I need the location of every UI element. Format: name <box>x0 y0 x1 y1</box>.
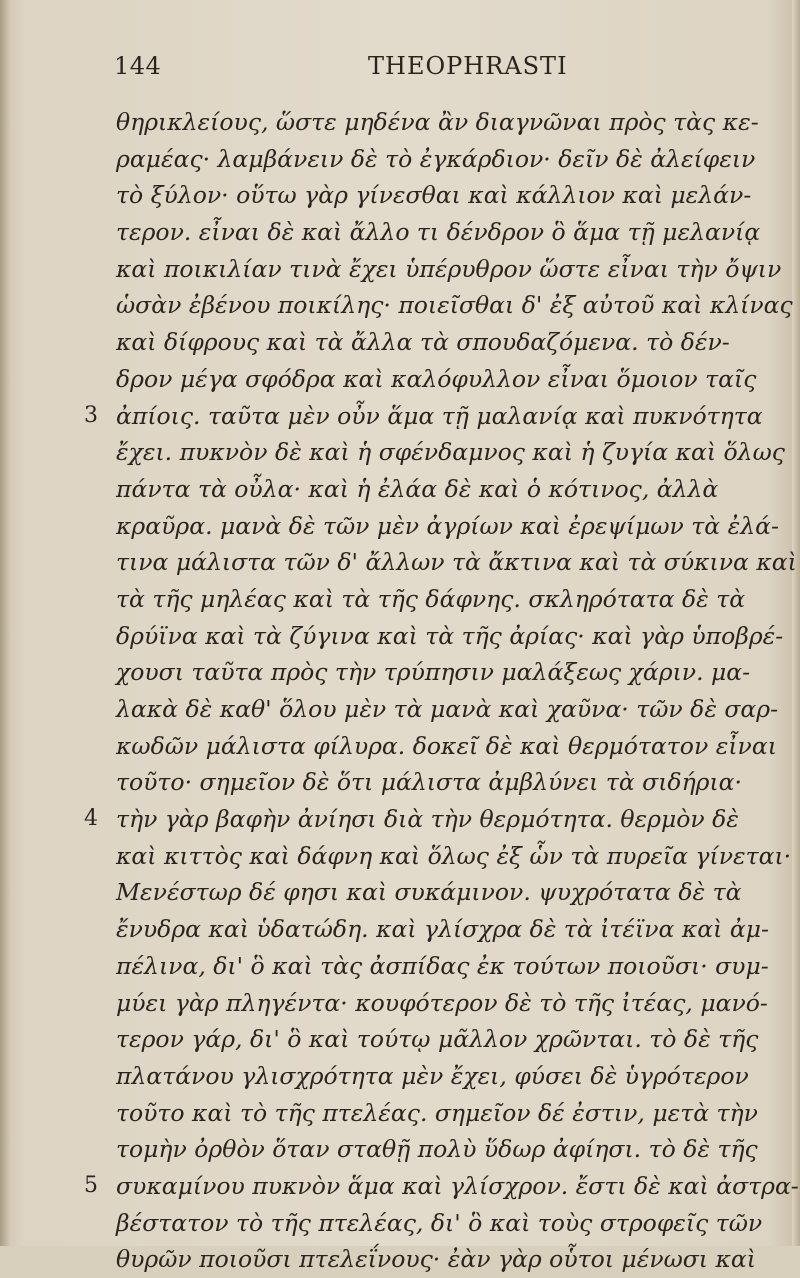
text-line <box>116 985 776 1022</box>
running-head: THEOPHRASTI <box>368 52 568 80</box>
text-line <box>116 874 776 911</box>
text-line <box>116 177 776 214</box>
text-line <box>84 801 776 838</box>
text-line <box>116 1131 776 1168</box>
text-line <box>116 581 776 618</box>
line-text: τοῦτο καὶ τὸ τῆς πτελέας. σημεῖον δέ ἐστιν, μετὰ τὴν <box>116 1098 758 1127</box>
line-text: χουσι ταῦτα πρὸς τὴν τρύπησιν μαλάξεως χάριν. μα- <box>116 658 751 687</box>
line-text: θυρῶν ποιοῦσι πτελεΐνους· ἐὰν γὰρ οὗτοι μένωσι καὶ <box>116 1245 756 1274</box>
line-text: τοῦτο· σημεῖον δὲ ὅτι μάλιστα ἀμβλύνει τὰ σιδήρια· <box>116 768 743 797</box>
text-line <box>116 618 784 655</box>
page-header <box>114 52 714 92</box>
text-line <box>116 361 776 398</box>
text-line <box>84 398 776 435</box>
page-edge <box>792 0 800 1246</box>
line-text: ραμέας· λαμβάνειν δὲ τὸ ἐγκάρδιον· δεῖν δὲ ἀλείφειν <box>116 144 756 173</box>
line-text: καὶ κιττὸς καὶ δάφνη καὶ ὅλως ἐξ ὧν τὰ πυρεῖα γίνεται· <box>116 841 792 870</box>
section-number: 5 <box>84 1172 98 1198</box>
text-line <box>116 287 793 324</box>
line-text: λακὰ δὲ καθ' ὅλου μὲν τὰ μανὰ καὶ χαῦνα· τῶν δὲ σαρ- <box>116 695 779 723</box>
text-line <box>116 911 776 948</box>
text-line <box>116 1021 776 1058</box>
line-text: βέστατον τὸ τῆς πτελέας, δι' ὃ καὶ τοὺς στροφεῖς τῶν <box>116 1208 763 1237</box>
section-number: 3 <box>84 402 98 428</box>
line-text: καὶ δίφρους καὶ τὰ ἄλλα τὰ σπουδαζόμενα. τὸ δέν- <box>116 328 730 357</box>
text-line <box>116 1241 776 1278</box>
line-text: συκαμίνου πυκνὸν ἅμα καὶ γλίσχρον. ἔστι δὲ καὶ ἀστρα- <box>116 1171 799 1200</box>
text-line <box>116 1095 776 1132</box>
line-text: καὶ ποικιλίαν τινὰ ἔχει ὑπέρυθρον ὥστε εἶναι τὴν ὄψιν <box>116 254 782 283</box>
line-text: δρον μέγα σφόδρα καὶ καλόφυλλον εἶναι ὅμοιον ταῖς <box>116 364 757 393</box>
text-line <box>116 654 776 691</box>
text-line <box>116 251 782 288</box>
text-line <box>116 471 776 508</box>
line-text: τερον. εἶναι δὲ καὶ ἄλλο τι δένδρον ὃ ἅμα τῇ μελανίᾳ <box>116 218 761 247</box>
text-line <box>116 1058 776 1095</box>
line-text: ὡσὰν ἐβένου ποικίλης· ποιεῖσθαι δ' ἐξ αὐτοῦ καὶ κλίνας <box>116 291 793 320</box>
line-text: θηρικλείους, ὥστε μηδένα ἂν διαγνῶναι πρὸς τὰς κε- <box>116 108 759 136</box>
text-line <box>116 728 776 765</box>
line-text: κραῦρα. μανὰ δὲ τῶν μὲν ἀγρίων καὶ ἐρεψίμων τὰ ἐλά- <box>116 511 779 540</box>
line-text: τερον γάρ, δι' ὃ καὶ τούτῳ μᾶλλον χρῶνται. τὸ δὲ τῆς <box>116 1025 759 1054</box>
greek-text-block <box>84 104 799 1278</box>
text-line <box>116 838 792 875</box>
line-text: δρύϊνα καὶ τὰ ζύγινα καὶ τὰ τῆς ἀρίας· καὶ γὰρ ὑποβρέ- <box>116 621 784 650</box>
text-line <box>116 544 797 581</box>
text-line <box>116 764 776 801</box>
line-text: ἔνυδρα καὶ ὑδατώδη. καὶ γλίσχρα δὲ τὰ ἰτέϊνα καὶ ἀμ- <box>116 915 769 944</box>
text-line <box>116 214 776 251</box>
page-number: 144 <box>114 52 162 80</box>
line-text: πλατάνου γλισχρότητα μὲν ἔχει, φύσει δὲ ὑγρότερον <box>116 1061 749 1090</box>
line-text: τὴν γὰρ βαφὴν ἀνίησι διὰ τὴν θερμότητα. θερμὸν δὲ <box>116 805 739 834</box>
text-line <box>116 508 779 545</box>
line-text: ἀπίοις. ταῦτα μὲν οὖν ἅμα τῇ μαλανίᾳ καὶ πυκνότητα <box>116 401 763 430</box>
line-text: τὰ τῆς μηλέας καὶ τὰ τῆς δάφνης. σκληρότατα δὲ τὰ <box>116 584 746 613</box>
text-line <box>116 434 785 471</box>
text-line <box>116 1205 776 1242</box>
line-text: τὸ ξύλον· οὕτω γὰρ γίνεσθαι καὶ κάλλιον καὶ μελάν- <box>116 181 752 210</box>
text-line <box>116 324 776 361</box>
text-line <box>116 691 779 728</box>
text-line <box>116 948 776 985</box>
line-text: τινα μάλιστα τῶν δ' ἄλλων τὰ ἄκτινα καὶ τὰ σύκινα καὶ <box>116 548 797 577</box>
line-text: πέλινα, δι' ὃ καὶ τὰς ἀσπίδας ἐκ τούτων ποιοῦσι· συμ- <box>116 951 769 980</box>
line-text: κωδῶν μάλιστα φίλυρα. δοκεῖ δὲ καὶ θερμότατον εἶναι <box>116 731 777 760</box>
text-line <box>116 104 776 141</box>
line-text: πάντα τὰ οὖλα· καὶ ἡ ἐλάα δὲ καὶ ὁ κότινος, ἀλλὰ <box>116 474 719 503</box>
line-text: μύει γὰρ πληγέντα· κουφότερον δὲ τὸ τῆς ἰτέας, μανό- <box>116 988 768 1017</box>
line-text: Μενέστωρ δέ φησι καὶ συκάμινον. ψυχρότατα δὲ τὰ <box>116 878 742 907</box>
line-text: τομὴν ὀρθὸν ὅταν σταθῇ πολὺ ὕδωρ ἀφίησι. τὸ δὲ τῆς <box>116 1135 758 1164</box>
line-text: ἔχει. πυκνὸν δὲ καὶ ἡ σφένδαμνος καὶ ἡ ζυγία καὶ ὅλως <box>116 438 785 467</box>
gutter-shadow <box>0 0 10 1246</box>
text-line <box>116 141 776 178</box>
text-line <box>84 1168 799 1205</box>
section-number: 4 <box>84 806 98 832</box>
